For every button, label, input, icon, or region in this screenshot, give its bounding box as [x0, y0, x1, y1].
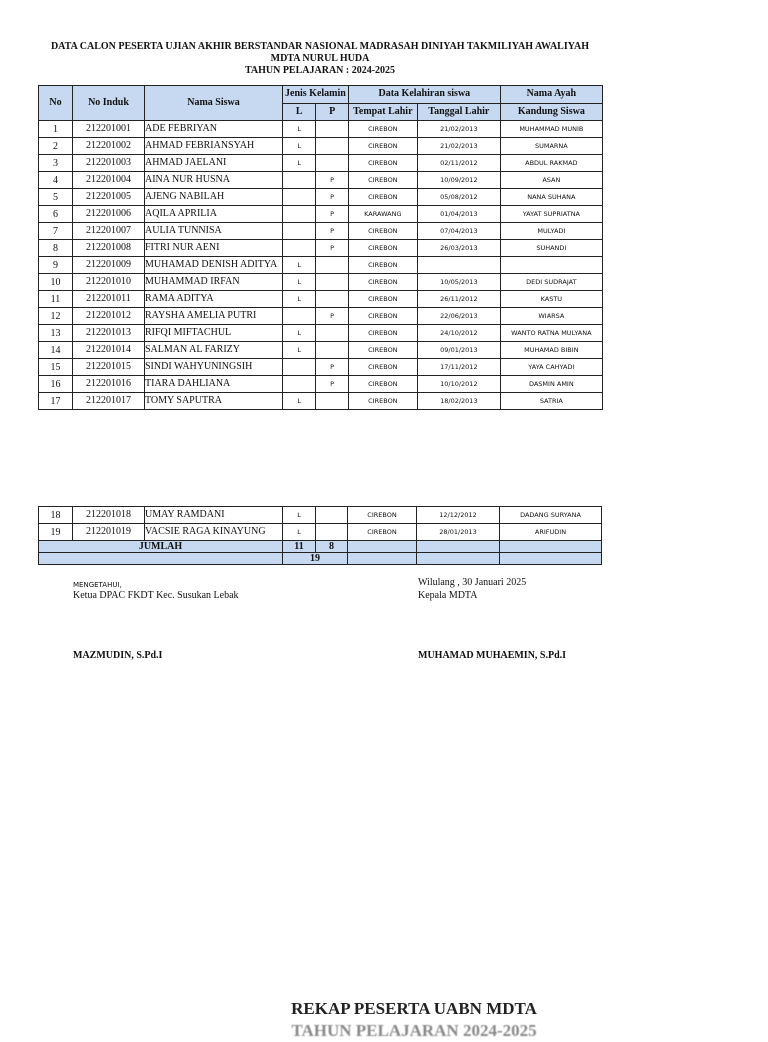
- row-tanggal-lahir: 12/12/2012: [417, 507, 500, 524]
- table-row: [39, 291, 603, 308]
- row-tanggal-lahir: 10/09/2012: [417, 172, 500, 189]
- col-data-kelahiran: Data Kelahiran siswa: [348, 86, 500, 104]
- grand-total: 19: [283, 553, 348, 565]
- row-tempat-lahir: CIREBON: [348, 359, 417, 376]
- row-l: [283, 189, 316, 206]
- row-l: L: [283, 291, 316, 308]
- right-signatory-name: MUHAMAD MUHAEMIN, S.Pd.I: [418, 650, 567, 661]
- row-nama: AINA NUR HUSNA: [145, 172, 283, 189]
- row-nama-ayah: ASAN: [500, 172, 602, 189]
- row-nama-ayah: SUMARNA: [500, 138, 602, 155]
- row-no-induk: 212201013: [73, 325, 145, 342]
- row-tanggal-lahir: [417, 257, 500, 274]
- col-tempat-lahir: Tempat Lahir: [348, 103, 417, 121]
- row-nama: RIFQI MIFTACHUL: [145, 325, 283, 342]
- row-nama-ayah: MUHAMMAD MUNIB: [500, 121, 602, 138]
- table-row: [39, 121, 603, 138]
- row-l: [283, 206, 316, 223]
- row-no-induk: 212201008: [73, 240, 145, 257]
- row-l: [283, 376, 316, 393]
- row-nama-ayah: DADANG SURYANA: [500, 507, 602, 524]
- table-row: [39, 274, 603, 291]
- row-tempat-lahir: CIREBON: [348, 240, 417, 257]
- row-tempat-lahir: CIREBON: [348, 291, 417, 308]
- row-tanggal-lahir: 28/01/2013: [417, 524, 500, 541]
- table-row: [39, 206, 603, 223]
- row-no: 8: [39, 240, 73, 257]
- grand-total-row: [39, 553, 602, 565]
- row-no: 15: [39, 359, 73, 376]
- row-no: 16: [39, 376, 73, 393]
- row-tanggal-lahir: 17/11/2012: [417, 359, 500, 376]
- row-p: [316, 325, 348, 342]
- totals-label: JUMLAH: [39, 541, 283, 553]
- row-tempat-lahir: CIREBON: [348, 223, 417, 240]
- row-no: 19: [39, 524, 73, 541]
- row-tempat-lahir: KARAWANG: [348, 206, 417, 223]
- col-p: P: [316, 103, 348, 121]
- row-no-induk: 212201017: [73, 393, 145, 410]
- row-nama-ayah: YAYAT SUPRIATNA: [500, 206, 602, 223]
- recap-subtitle-text: TAHUN PELAJARAN 2024-2025: [291, 1021, 537, 1040]
- table-row: [39, 325, 603, 342]
- row-nama-ayah: WANTO RATNA MULYANA: [500, 325, 602, 342]
- table-row: [39, 376, 603, 393]
- col-nama-ayah: Nama Ayah: [500, 86, 602, 104]
- row-nama-ayah: ABDUL RAKMAD: [500, 155, 602, 172]
- row-tempat-lahir: CIREBON: [348, 274, 417, 291]
- document-title: DATA CALON PESERTA UJIAN AKHIR BERSTANDAR NASIONAL MADRASAH DINIYAH TAKMILIYAH AWALIYAH: [50, 41, 590, 52]
- row-no-induk: 212201015: [73, 359, 145, 376]
- row-no: 6: [39, 206, 73, 223]
- col-tanggal-lahir: Tanggal Lahir: [417, 103, 500, 121]
- row-no: 7: [39, 223, 73, 240]
- row-l: L: [283, 325, 316, 342]
- row-no: 18: [39, 507, 73, 524]
- row-p: P: [316, 172, 348, 189]
- row-tanggal-lahir: 10/10/2012: [417, 376, 500, 393]
- row-l: [283, 359, 316, 376]
- row-l: [283, 223, 316, 240]
- row-p: [316, 507, 348, 524]
- row-nama: AQILA APRILIA: [145, 206, 283, 223]
- row-l: [283, 240, 316, 257]
- row-tanggal-lahir: 26/03/2013: [417, 240, 500, 257]
- row-nama-ayah: KASTU: [500, 291, 602, 308]
- row-no-induk: 212201009: [73, 257, 145, 274]
- row-p: [316, 524, 348, 541]
- recap-title-text: REKAP PESERTA UABN MDTA: [291, 999, 537, 1018]
- row-p: P: [316, 189, 348, 206]
- row-l: L: [283, 121, 316, 138]
- row-tanggal-lahir: 21/02/2013: [417, 121, 500, 138]
- row-no: 12: [39, 308, 73, 325]
- table-row: [39, 257, 603, 274]
- row-tempat-lahir: CIREBON: [348, 393, 417, 410]
- row-no: 13: [39, 325, 73, 342]
- row-tanggal-lahir: 05/08/2012: [417, 189, 500, 206]
- row-nama: SALMAN AL FARIZY: [145, 342, 283, 359]
- row-p: P: [316, 376, 348, 393]
- row-tanggal-lahir: 09/01/2013: [417, 342, 500, 359]
- row-nama: ADE FEBRIYAN: [145, 121, 283, 138]
- row-tempat-lahir: CIREBON: [348, 325, 417, 342]
- student-table-continued: [38, 506, 602, 565]
- row-p: [316, 393, 348, 410]
- right-signatory-role: Kepala MDTA: [418, 590, 478, 601]
- col-jenis-kelamin: Jenis Kelamin: [283, 86, 349, 104]
- row-l: L: [283, 507, 316, 524]
- row-nama-ayah: MULYADI: [500, 223, 602, 240]
- row-nama: RAYSHA AMELIA PUTRI: [145, 308, 283, 325]
- place-date: Wilulang , 30 Januari 2025: [418, 577, 527, 588]
- row-nama-ayah: SUHANDI: [500, 240, 602, 257]
- row-tempat-lahir: CIREBON: [348, 524, 417, 541]
- row-p: [316, 155, 348, 172]
- row-no-induk: 212201007: [73, 223, 145, 240]
- table-row: [39, 172, 603, 189]
- row-l: L: [283, 274, 316, 291]
- row-p: P: [316, 359, 348, 376]
- table-row: [39, 189, 603, 206]
- totals-p: 8: [316, 541, 348, 553]
- row-nama: AULIA TUNNISA: [145, 223, 283, 240]
- row-nama: MUHAMMAD IRFAN: [145, 274, 283, 291]
- row-nama: UMAY RAMDANI: [145, 507, 283, 524]
- row-l: L: [283, 155, 316, 172]
- row-p: [316, 342, 348, 359]
- left-signatory-name: MAZMUDIN, S.Pd.I: [73, 650, 163, 661]
- table-row: [39, 308, 603, 325]
- row-nama: TIARA DAHLIANA: [145, 376, 283, 393]
- row-nama: AHMAD FEBRIANSYAH: [145, 138, 283, 155]
- table-row: [39, 138, 603, 155]
- row-p: [316, 121, 348, 138]
- row-nama-ayah: DEDI SUDRAJAT: [500, 274, 602, 291]
- row-tanggal-lahir: 02/11/2012: [417, 155, 500, 172]
- row-p: P: [316, 223, 348, 240]
- row-l: L: [283, 257, 316, 274]
- row-no: 9: [39, 257, 73, 274]
- row-l: [283, 172, 316, 189]
- totals-l: 11: [283, 541, 316, 553]
- col-nama-siswa: Nama Siswa: [145, 86, 283, 121]
- table-row: [39, 507, 602, 524]
- academic-year: TAHUN PELAJARAN : 2024-2025: [244, 65, 396, 76]
- row-no-induk: 212201010: [73, 274, 145, 291]
- row-no: 14: [39, 342, 73, 359]
- totals-row: [39, 541, 602, 553]
- col-kandung-siswa: Kandung Siswa: [500, 103, 602, 121]
- row-tanggal-lahir: 10/05/2013: [417, 274, 500, 291]
- left-signatory-role: Ketua DPAC FKDT Kec. Susukan Lebak: [73, 590, 239, 601]
- row-tempat-lahir: CIREBON: [348, 376, 417, 393]
- row-no: 11: [39, 291, 73, 308]
- row-no: 10: [39, 274, 73, 291]
- row-l: L: [283, 524, 316, 541]
- row-no-induk: 212201016: [73, 376, 145, 393]
- row-no-induk: 212201002: [73, 138, 145, 155]
- row-tanggal-lahir: 24/10/2012: [417, 325, 500, 342]
- table-row: [39, 393, 603, 410]
- school-name: MDTA NURUL HUDA: [270, 53, 370, 64]
- row-no-induk: 212201019: [73, 524, 145, 541]
- row-tanggal-lahir: 01/04/2013: [417, 206, 500, 223]
- row-no: 2: [39, 138, 73, 155]
- row-p: P: [316, 240, 348, 257]
- row-nama-ayah: [500, 257, 602, 274]
- row-nama: AJENG NABILAH: [145, 189, 283, 206]
- row-nama-ayah: ARIFUDIN: [500, 524, 602, 541]
- row-nama: FITRI NUR AENI: [145, 240, 283, 257]
- row-no-induk: 212201003: [73, 155, 145, 172]
- student-table: [38, 85, 603, 410]
- row-no-induk: 212201006: [73, 206, 145, 223]
- row-p: [316, 138, 348, 155]
- row-no-induk: 212201001: [73, 121, 145, 138]
- row-nama-ayah: WIARSA: [500, 308, 602, 325]
- row-no-induk: 212201011: [73, 291, 145, 308]
- row-nama-ayah: YAYA CAHYADI: [500, 359, 602, 376]
- row-l: L: [283, 342, 316, 359]
- row-no-induk: 212201018: [73, 507, 145, 524]
- row-no: 3: [39, 155, 73, 172]
- row-nama: MUHAMAD DENISH ADITYA: [145, 257, 283, 274]
- row-tempat-lahir: CIREBON: [348, 342, 417, 359]
- row-nama: AHMAD JAELANI: [145, 155, 283, 172]
- row-tanggal-lahir: 18/02/2013: [417, 393, 500, 410]
- table-row: [39, 342, 603, 359]
- row-p: [316, 257, 348, 274]
- row-tempat-lahir: CIREBON: [348, 507, 417, 524]
- table-row: [39, 155, 603, 172]
- row-no: 1: [39, 121, 73, 138]
- row-tanggal-lahir: 21/02/2013: [417, 138, 500, 155]
- row-tempat-lahir: CIREBON: [348, 189, 417, 206]
- col-no-induk: No Induk: [73, 86, 145, 121]
- row-nama: VACSIE RAGA KINAYUNG: [145, 524, 283, 541]
- row-nama: SINDI WAHYUNINGSIH: [145, 359, 283, 376]
- row-no-induk: 212201005: [73, 189, 145, 206]
- table-row: [39, 524, 602, 541]
- row-tempat-lahir: CIREBON: [348, 257, 417, 274]
- row-no: 17: [39, 393, 73, 410]
- row-nama-ayah: SATRIA: [500, 393, 602, 410]
- acknowledged-caption: MENGETAHUI,: [73, 581, 122, 589]
- row-p: [316, 274, 348, 291]
- row-nama: TOMY SAPUTRA: [145, 393, 283, 410]
- table-row: [39, 240, 603, 257]
- row-l: [283, 308, 316, 325]
- row-tanggal-lahir: 26/11/2012: [417, 291, 500, 308]
- col-no: No: [39, 86, 73, 121]
- row-p: [316, 291, 348, 308]
- row-tempat-lahir: CIREBON: [348, 172, 417, 189]
- recap-title: [0, 998, 768, 1042]
- row-nama-ayah: MUHAMAD BIBIN: [500, 342, 602, 359]
- row-no: 5: [39, 189, 73, 206]
- row-tempat-lahir: CIREBON: [348, 121, 417, 138]
- row-no-induk: 212201012: [73, 308, 145, 325]
- row-nama-ayah: NANA SUHANA: [500, 189, 602, 206]
- row-l: L: [283, 393, 316, 410]
- row-tanggal-lahir: 07/04/2013: [417, 223, 500, 240]
- row-no: 4: [39, 172, 73, 189]
- table-row: [39, 359, 603, 376]
- row-nama-ayah: DASMIN AMIN: [500, 376, 602, 393]
- row-tempat-lahir: CIREBON: [348, 138, 417, 155]
- row-no-induk: 212201004: [73, 172, 145, 189]
- row-p: P: [316, 308, 348, 325]
- row-tanggal-lahir: 22/06/2013: [417, 308, 500, 325]
- row-no-induk: 212201014: [73, 342, 145, 359]
- table-row: [39, 223, 603, 240]
- row-nama: RAMA ADITYA: [145, 291, 283, 308]
- row-tempat-lahir: CIREBON: [348, 155, 417, 172]
- row-tempat-lahir: CIREBON: [348, 308, 417, 325]
- row-p: P: [316, 206, 348, 223]
- row-l: L: [283, 138, 316, 155]
- col-l: L: [283, 103, 316, 121]
